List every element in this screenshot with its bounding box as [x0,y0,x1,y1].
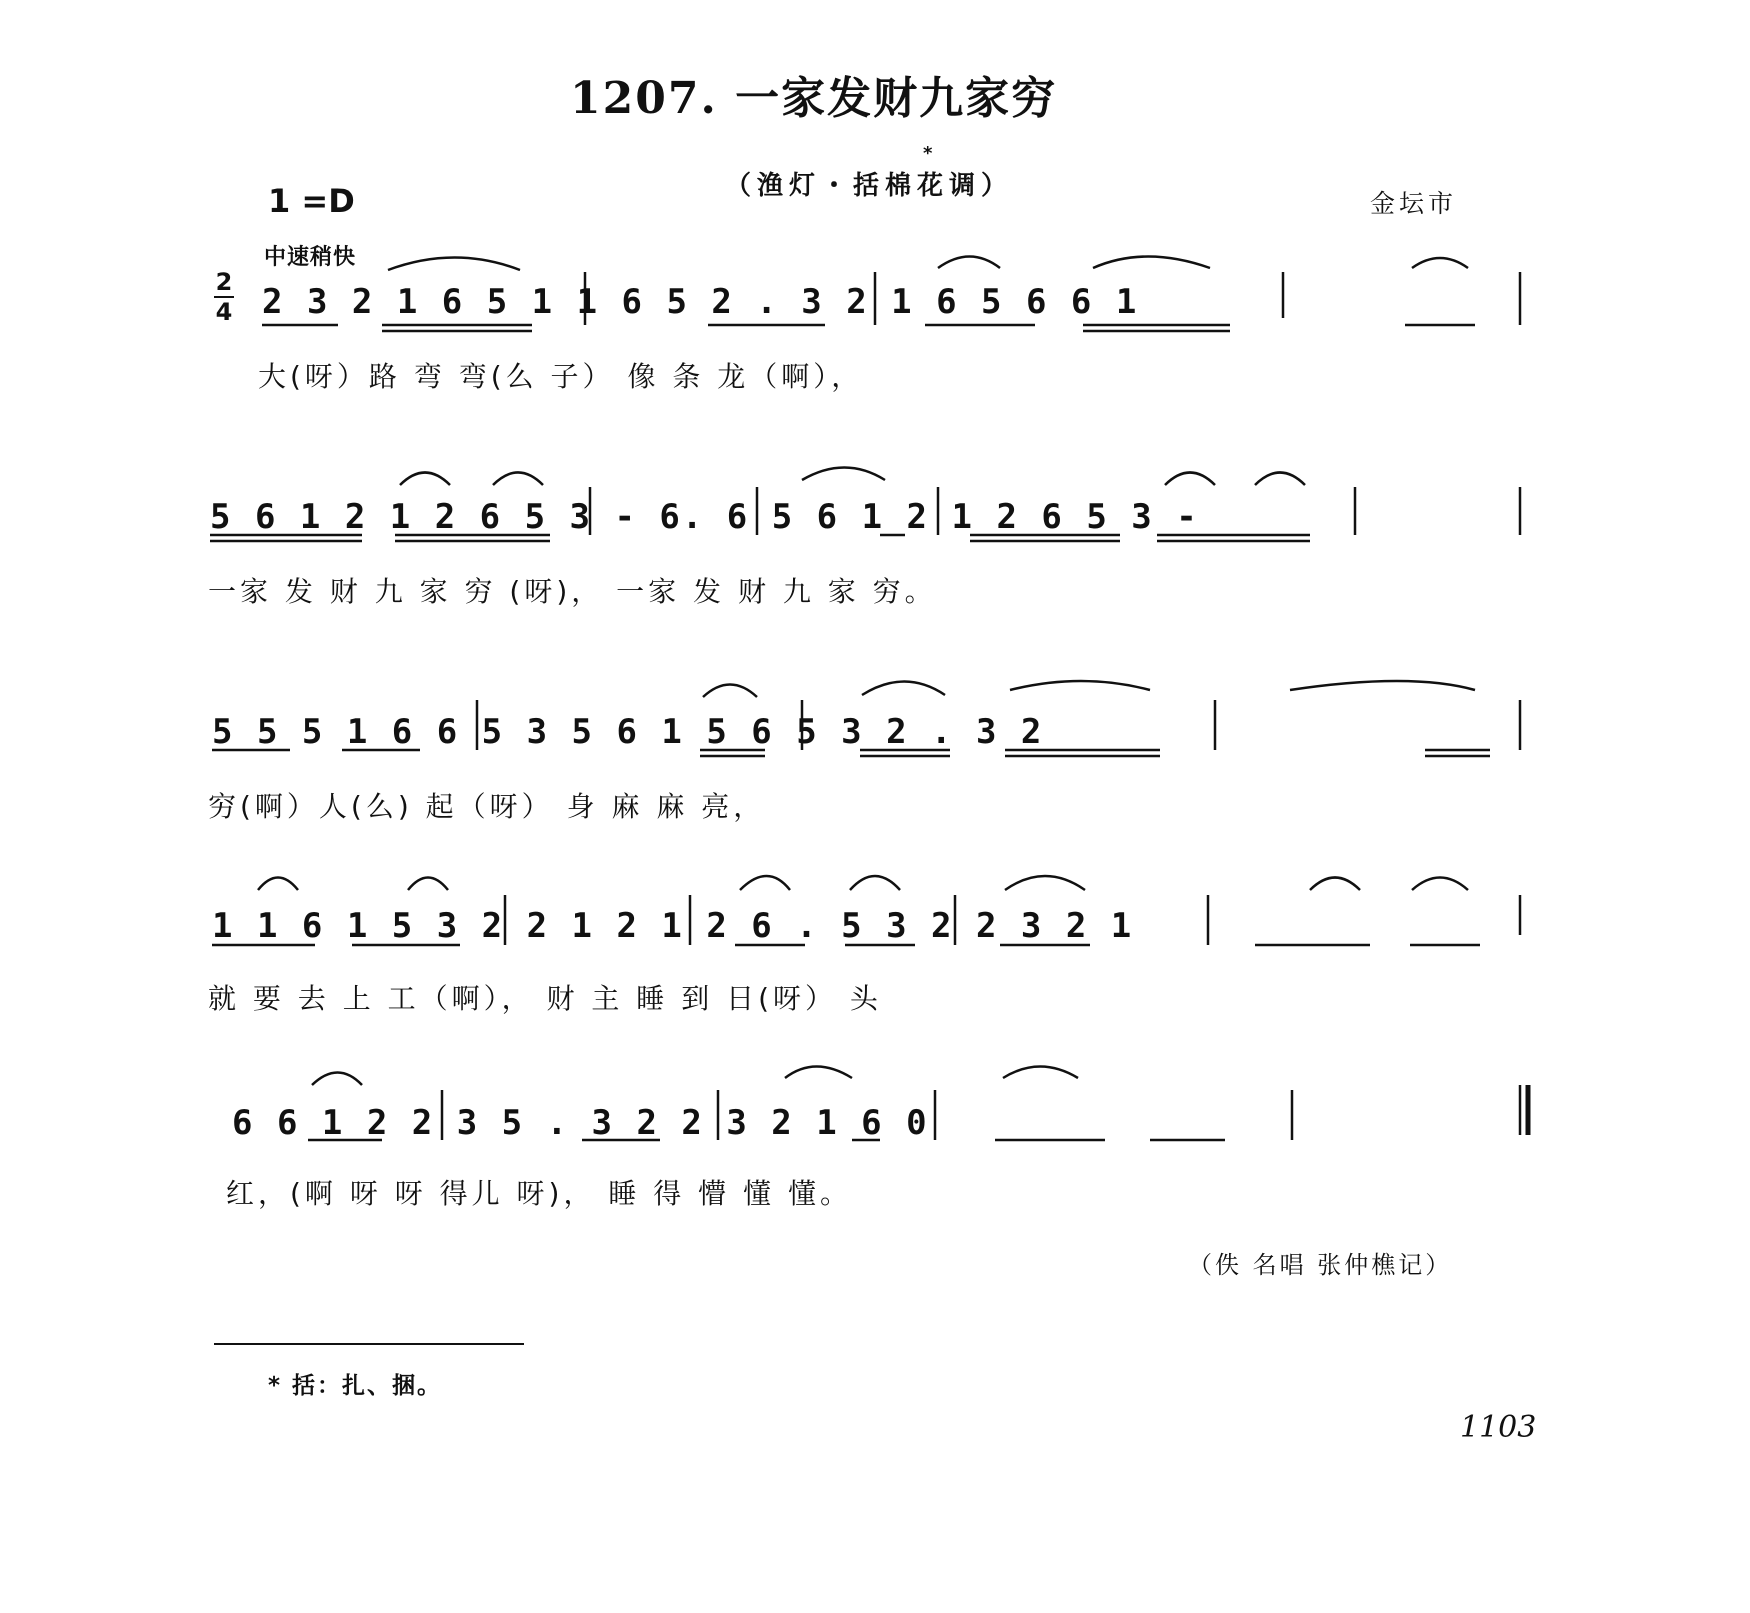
footnote: * 括：扎、捆。 [268,1373,443,1399]
tempo-marking: 中速稍快 [264,245,357,270]
slur [862,682,945,696]
slur [493,473,543,486]
slur [312,1073,362,1086]
footnote-rule [214,1343,524,1345]
page-number: 1103 [1460,1410,1537,1445]
slur [938,257,1000,269]
slur [1255,473,1305,486]
notes-line-1: 2 3 2 1 6 5 1 1 6 5 2 . 3 2 1 6 5 6 6 1 [262,282,1139,322]
key-signature: 1 =D [268,182,355,220]
song-location: 金坛市 [1370,189,1458,218]
slur [400,473,450,486]
slur [408,878,448,891]
slur [258,878,298,891]
slur [1093,257,1210,269]
song-subtitle: （渔灯・括棉花调） [725,171,1014,201]
lyrics-line-1: 大(呀）路 弯 弯(么 子） 像 条 龙（啊）， [258,360,864,393]
slur [802,468,885,481]
slur [1010,681,1150,690]
slur [1412,258,1468,268]
song-title: 1207. 一家发财九家穷 [570,73,1058,124]
slur [740,876,790,890]
notes-line-4: 1 1 6 1 5 3 2 2 1 2 1 2 6 . 5 3 2 2 3 2 1 [212,906,1134,946]
notes-line-2: 5 6 1 2 1 2 6 5 3 - 6. 6 5 6 1 2 1 2 6 5 3 - [210,497,1199,537]
credit-line: （佚 名唱 张仲樵记） [1188,1251,1453,1279]
slur [1165,473,1215,486]
notes-line-5: 6 6 1 2 2 3 5 . 3 2 2 3 2 1 6 0 [232,1103,929,1143]
subtitle-asterisk: * [923,143,933,164]
slur [1310,878,1360,891]
slur [850,876,900,890]
time-signature-numerator: 2 [215,268,233,296]
slur [785,1067,852,1079]
slur [1290,681,1475,690]
lyrics-line-3: 穷(啊）人(么) 起（呀） 身 麻 麻 亮， [208,790,766,823]
time-signature-denominator: 4 [215,298,233,326]
slur [388,258,520,271]
lyrics-line-5: 红，(啊 呀 呀 得儿 呀)， 睡 得 懵 懂 懂。 [226,1177,852,1210]
notes-line-3: 5 5 5 1 6 6 5 3 5 6 1 5 6 5 3 2 . 3 2 [212,712,1044,752]
slur [1005,876,1085,890]
slur [1003,1067,1078,1079]
lyrics-line-4: 就 要 去 上 工（啊）， 财 主 睡 到 日(呀） 头 [208,982,882,1015]
lyrics-line-2: 一家 发 财 九 家 穷 (呀)， 一家 发 财 九 家 穷。 [208,575,937,608]
slur [703,685,757,698]
slur [1412,878,1468,891]
